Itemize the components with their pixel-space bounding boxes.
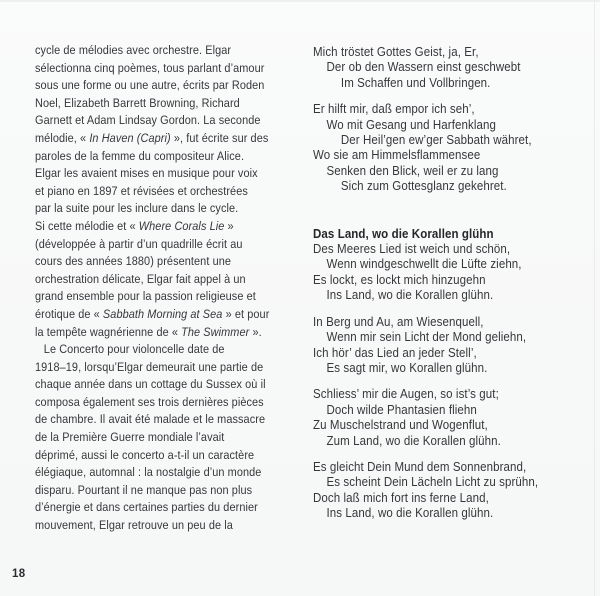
text-segment: Garnett et Adam Lindsay Gordon. La seconde	[35, 113, 261, 128]
lyric-line: Senken den Blick, weil er zu lang	[326, 162, 499, 178]
text-segment: Le Concerto pour violoncelle date de	[43, 342, 225, 357]
text-line	[35, 359, 317, 377]
text-segment: ».	[249, 324, 262, 339]
lyric-line: Des Meeres Lied ist weich und schön,	[313, 241, 511, 257]
text-segment: mélodie, «	[35, 130, 90, 145]
work-title-italic: Where Corals Lie	[138, 218, 225, 233]
german-lyrics-column	[313, 44, 583, 532]
lyric-line: Es lockt, es lockt mich hinzugehn	[313, 271, 486, 287]
text-segment: orchestration délicate, Elgar fait appel à un	[35, 271, 246, 286]
lyric-line: Es scheint Dein Lächeln Licht zu sprühn,	[326, 474, 539, 490]
text-line	[35, 341, 317, 359]
text-segment: 1918–19, lorsqu’Elgar demeurait une partie de	[35, 359, 264, 374]
text-line	[35, 271, 317, 289]
text-line	[35, 60, 317, 78]
lyric-stanza	[313, 241, 583, 303]
text-segment: sélectionna cinq poèmes, tous parlant d’amour	[35, 60, 265, 75]
lyric-line: Wo sie am Himmelsflammensee	[313, 147, 481, 163]
text-segment: de chambre. Il avait été malade et le massacre	[35, 412, 266, 427]
text-segment: composa également ses trois dernières pièces	[35, 394, 264, 409]
text-segment: d’énergie et dans certaines parties du dernier	[35, 500, 258, 515]
lyric-line: Wenn windgeschwellt die Lüfte ziehn,	[326, 256, 522, 272]
text-segment: (développée à partir d’un quadrille écrit au	[35, 236, 243, 251]
text-line	[35, 447, 317, 465]
text-line	[35, 306, 317, 324]
lyric-line: Sich zum Gottesglanz gekehret.	[340, 178, 507, 194]
lyric-line: In Berg und Au, am Wiesenquell,	[313, 313, 484, 329]
text-segment: » et pour	[222, 306, 270, 321]
lyric-stanza	[313, 386, 583, 448]
lyric-stanza	[313, 101, 583, 193]
text-line	[35, 429, 317, 447]
text-line	[35, 165, 317, 183]
text-segment: sous une forme ou une autre, écrits par Roden	[35, 78, 265, 93]
page-number: 18	[12, 568, 26, 580]
lyric-line: Mich tröstet Gottes Geist, ja, Er,	[313, 44, 479, 59]
text-line	[35, 95, 317, 113]
work-title-italic: Sabbath Morning at Sea	[102, 306, 223, 321]
french-text-column	[35, 42, 317, 535]
lyric-line: Im Schaffen und Vollbringen.	[340, 74, 491, 90]
lyric-stanza	[313, 44, 583, 90]
text-line	[35, 394, 317, 412]
text-segment: Elgar les avaient mises en musique pour voix	[35, 166, 258, 181]
text-segment: chaque année dans un cottage du Sussex où il	[35, 377, 266, 392]
text-line	[35, 236, 317, 254]
text-segment: Si cette mélodie et «	[35, 218, 139, 233]
text-segment: élégiaque, automnal : la nostalgie d’un monde	[35, 465, 262, 480]
text-line	[35, 482, 317, 500]
lyric-line: Ins Land, wo die Korallen glühn.	[326, 287, 494, 303]
work-title-italic: In Haven (Capri)	[89, 130, 171, 145]
text-line	[35, 288, 317, 306]
text-segment: paroles de la femme du compositeur Alice.	[35, 148, 245, 163]
text-segment: disparu. Pourtant il ne manque pas non plus	[35, 482, 253, 497]
song-title-heading: Das Land, wo die Korallen glühn	[313, 225, 494, 241]
lyric-line: Zum Land, wo die Korallen glühn.	[326, 432, 501, 448]
text-segment: de la Première Guerre mondiale l’avait	[35, 430, 225, 445]
text-line	[35, 324, 317, 342]
lyric-line: Er hilft mir, daß empor ich seh’,	[313, 101, 475, 117]
text-segment: érotique de «	[35, 306, 103, 321]
text-segment: Noel, Elizabeth Barrett Browning, Richard	[35, 95, 240, 110]
text-segment: cycle de mélodies avec orchestre. Elgar	[35, 43, 232, 57]
lyric-line: Der Heil’gen ew’ger Sabbath währet,	[340, 132, 532, 148]
lyric-line: Es sagt mir, wo Korallen glühn.	[326, 359, 488, 375]
text-line	[35, 253, 317, 271]
lyric-stanza	[313, 459, 583, 521]
lyric-line: Doch wilde Phantasien fliehn	[326, 401, 477, 417]
text-line	[35, 148, 317, 166]
text-line	[35, 130, 317, 148]
text-segment: par la suite pour les inclure dans le cycle.	[35, 201, 239, 216]
text-segment: et piano en 1897 et révisées et orchestrées	[35, 183, 248, 198]
text-line	[35, 183, 317, 201]
lyric-stanza	[313, 314, 583, 376]
work-title-italic: The Swimmer	[181, 324, 250, 339]
text-segment: grand ensemble pour la passion religieuse et	[35, 289, 256, 304]
text-segment: mouvement, Elgar retrouve un peu de la	[35, 518, 233, 533]
lyric-line: Der ob den Wassern einst geschwebt	[326, 59, 521, 75]
text-segment: déprimé, aussi le concerto a-t-il un caractère	[35, 447, 255, 462]
lyric-line: Ins Land, wo die Korallen glühn.	[326, 505, 494, 521]
lyric-line: Ich hör’ das Lied an jeder Stell’,	[313, 344, 477, 360]
text-line	[35, 200, 317, 218]
lyric-line: Wo mit Gesang und Harfenklang	[326, 116, 496, 132]
text-line	[35, 42, 317, 60]
text-line	[35, 517, 317, 535]
text-line	[35, 112, 317, 130]
text-segment: la tempête wagnérienne de «	[35, 324, 182, 339]
text-line	[35, 464, 317, 482]
text-segment: », fut écrite sur des	[170, 130, 269, 145]
lyric-line: Es gleicht Dein Mund dem Sonnenbrand,	[313, 458, 527, 474]
lyric-line: Schliess’ mir die Augen, so ist’s gut;	[313, 386, 499, 402]
lyric-line: Wenn mir sein Licht der Mond geliehn,	[326, 329, 527, 345]
lyric-line: Zu Muschelstrand und Wogenflut,	[313, 417, 488, 433]
text-line	[35, 77, 317, 95]
text-line	[35, 499, 317, 517]
text-segment: »	[224, 218, 234, 233]
text-line	[35, 218, 317, 236]
text-line	[35, 376, 317, 394]
text-line	[35, 411, 317, 429]
lyric-line: Doch laß mich fort ins ferne Land,	[313, 489, 489, 505]
text-segment: cours des années 1880) présentent une	[35, 254, 232, 269]
